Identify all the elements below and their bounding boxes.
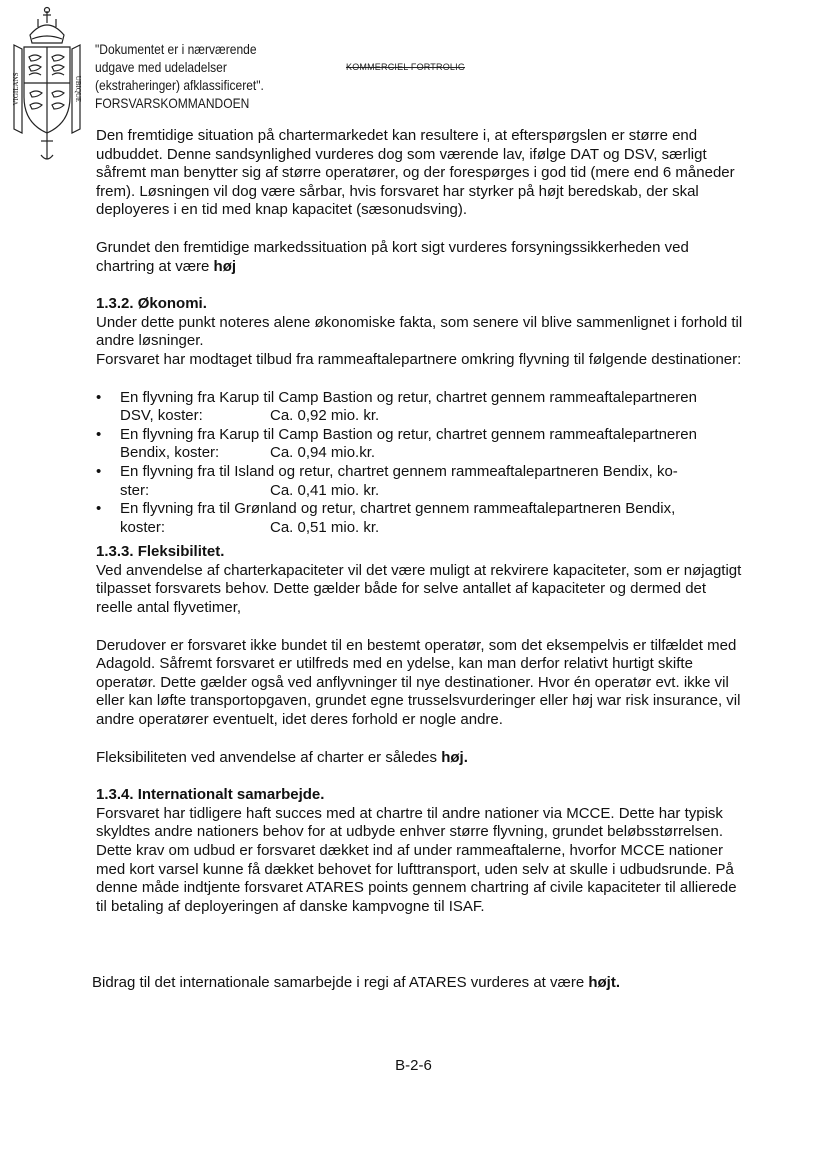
fleksibilitet-conclusion-text: Fleksibiliteten ved anvendelse af charter er således <box>96 748 442 766</box>
stamp-line: "Dokumentet er i nærværende <box>95 41 257 57</box>
stamp-line: udgave med udeladelser <box>95 59 227 75</box>
list-item-cost: Ca. 0,41 mio. kr. <box>270 481 380 499</box>
bullet-icon: • <box>96 462 102 480</box>
page-number: B-2-6 <box>395 1057 432 1074</box>
okonomi-paragraph: Under dette punkt noteres alene økonomiske fakta, som senere vil blive sammenlignet i forhold til andre løsninger. <box>96 313 743 350</box>
bullet-icon: • <box>96 500 102 518</box>
list-item-label: Bendix, koster: <box>120 444 220 462</box>
declassification-stamp <box>95 40 267 112</box>
intro-conclusion-text: Grundet den fremtidige markedssituation på kort sigt vurderes forsyningssikkerheden ved chartring at være <box>96 238 689 275</box>
list-item-text: En flyvning fra til Grønland og retur, chartret gennem rammeaftalepartneren Bendix, <box>120 500 676 518</box>
list-item <box>96 500 746 537</box>
list-item-label: ster: <box>120 481 150 499</box>
stamp-line: FORSVARSKOMMANDOEN <box>95 95 250 111</box>
okonomi-paragraph: Forsvaret har modtaget tilbud fra rammeaftalepartnere omkring flyvning til følgende destinationer: <box>96 350 742 368</box>
list-item-text: En flyvning fra Karup til Camp Bastion og retur, chartret gennem rammeaftalepartneren <box>120 388 697 406</box>
classification-marking <box>346 62 465 72</box>
emblem-motto-left: VIGILANS <box>12 72 20 106</box>
flight-cost-list <box>96 389 746 538</box>
list-item <box>96 426 746 463</box>
internationalt-conclusion-text: Bidrag til det internationale samarbejde i regi af ATARES vurderes at være <box>92 974 589 991</box>
section-heading-internationalt: 1.3.4. Internationalt samarbejde. <box>96 786 325 804</box>
danish-defence-crest-icon <box>10 5 84 163</box>
document-body <box>96 127 746 916</box>
intro-paragraph: Den fremtidige situation på chartermarkedet kan resultere i, at efterspørgslen er større end udbuddet. Denne sandsynlighed vurderes dog som værende lav, ifølge DAT og DSV, særligt såfremt man benytter sig af større operatører, og der forespørges i god tid (mere end 6 måneder frem). Løsningen vil dog være sårbar, hvis forsvaret har styrker på højt beredskab, der skal deployeres i en tid med knap kapacitet (sæsonudsving). <box>96 127 735 219</box>
list-item-cost: Ca. 0,94 mio.kr. <box>270 444 376 462</box>
section-heading-okonomi: 1.3.2. Økonomi. <box>96 295 207 313</box>
list-item-text: En flyvning fra Karup til Camp Bastion og retur, chartret gennem rammeaftalepartneren <box>120 425 697 443</box>
internationalt-conclusion-rating: højt. <box>588 974 621 991</box>
list-item-cost: Ca. 0,92 mio. kr. <box>270 407 380 425</box>
fleksibilitet-conclusion <box>96 749 746 768</box>
stamp-line: (ekstraheringer) afklassificeret". <box>95 77 264 93</box>
list-item <box>96 389 746 426</box>
list-item-label: DSV, koster: <box>120 407 203 425</box>
section-heading-fleksibilitet: 1.3.3. Fleksibilitet. <box>96 543 225 561</box>
bullet-icon: • <box>96 425 102 443</box>
emblem-motto-right: UBIQUE <box>74 75 82 103</box>
classification-text: KOMMERCIEL FORTROLIG <box>346 62 466 72</box>
internationalt-conclusion <box>92 974 752 993</box>
list-item-text: En flyvning fra til Island og retur, chartret gennem rammeaftalepartneren Bendix, ko- <box>120 462 678 480</box>
fleksibilitet-paragraph: Ved anvendelse af charterkapaciteter vil det være muligt at rekvirere kapaciteter, som er nøjagtigt tilpasset forsvarets behov. Dette gælder både for selve antallet af kapaciteter og dermed det reelle antal flyvetimer, <box>96 561 742 617</box>
intro-conclusion <box>96 239 746 276</box>
list-item-label: koster: <box>120 518 166 536</box>
intro-conclusion-rating: høj <box>213 257 237 275</box>
bullet-icon: • <box>96 388 102 406</box>
fleksibilitet-paragraph: Derudover er forsvaret ikke bundet til en bestemt operatør, som det eksempelvis er tilfældet med Adagold. Såfremt forsvaret er utilfreds med en ydelse, kan man derfor relativt hurtigt skifte operatør. Dette gælder også ved anflyvninger til nye destinationer. Hvor én operatør evt. ikke vil eller kan løfte transportopgaven, grundet egne trusselsvurderinger eller høj war risk insurance, vil andre operatører eventuelt, idet deres forhold er nogle andre. <box>96 636 741 729</box>
list-item-cost: Ca. 0,51 mio. kr. <box>270 518 380 536</box>
list-item <box>96 463 746 500</box>
fleksibilitet-conclusion-rating: høj. <box>441 748 468 766</box>
internationalt-paragraph: Forsvaret har tidligere haft succes med at chartre til andre nationer via MCCE. Dette har typisk skyldtes andre nationers behov for at udbyde enhver større flyvning, grundet beløbsstørrelsen. Dette krav om udbud er forsvaret dækket ind af under rammeaftalerne, hvorfor MCCE nationer med kort varsel kunne få dækket behovet for lufttransport, uden selv at skulle i udbudsrunde. På denne måde indtjente forsvaret ATARES points gennem chartring af civile kapaciteter til allierede til betaling af deployeringen af danske kampvogne til ISAF. <box>96 804 737 915</box>
